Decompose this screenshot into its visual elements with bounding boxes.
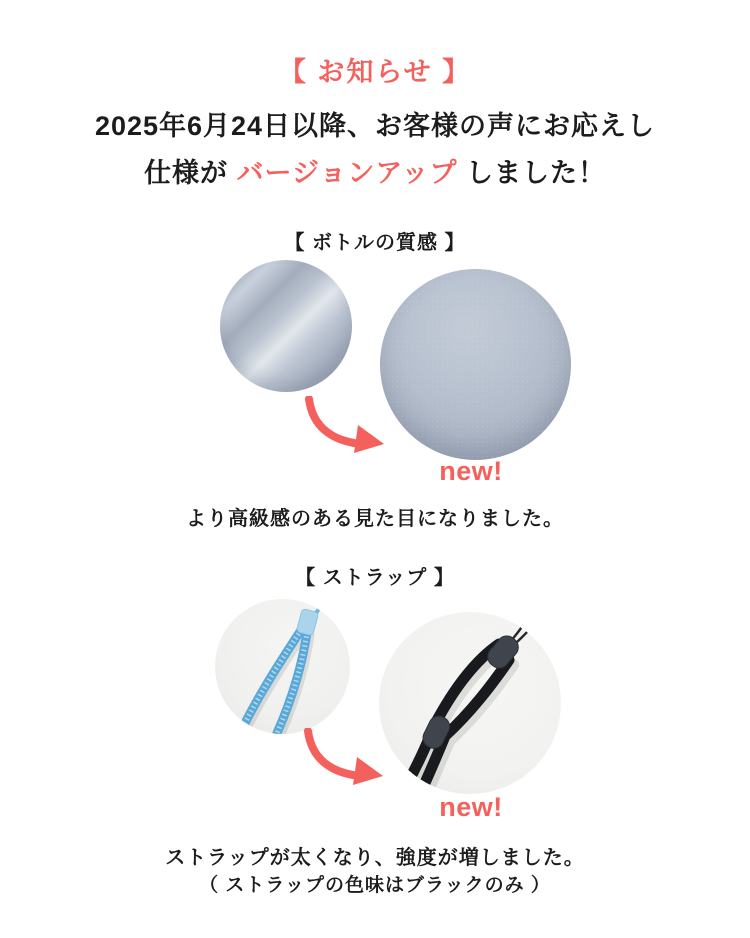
curved-arrow-graphic xyxy=(302,396,386,454)
intro-line-2-suffix: しました！ xyxy=(457,158,607,188)
notice-heading: 【 お知らせ 】 xyxy=(278,57,472,87)
intro-line-2-highlight: バージョンアップ xyxy=(236,158,458,188)
strap-caption-line-1: ストラップが太くなり、強度が増しました。 xyxy=(165,847,585,869)
intro-line-2-prefix: 仕様が xyxy=(143,158,237,188)
old-strap-graphic xyxy=(215,599,350,734)
intro-line-2 xyxy=(0,150,750,197)
curved-arrow-icon xyxy=(302,396,386,454)
strap-section-title: 【 ストラップ 】 xyxy=(295,567,455,589)
bottle-caption: より高級感のある見た目になりました。 xyxy=(186,508,564,530)
bottle-new-badge: new! xyxy=(439,456,503,486)
strap-old-photo xyxy=(215,599,350,734)
bottle-old-photo xyxy=(220,260,352,392)
bottle-section-title: 【 ボトルの質感 】 xyxy=(284,232,466,254)
strap-new-badge: new! xyxy=(439,792,503,822)
new-strap-graphic xyxy=(379,612,561,794)
strap-caption-line-2: （ ストラップの色味はブラックのみ ） xyxy=(199,875,551,896)
curved-arrow-graphic xyxy=(301,728,385,786)
bottle-new-photo xyxy=(380,269,571,460)
strap-new-photo xyxy=(379,612,561,794)
intro-line-1: 2025年6月24日以降、お客様の声にお応えし xyxy=(94,111,656,141)
intro-text xyxy=(0,103,750,197)
curved-arrow-icon xyxy=(301,728,385,786)
